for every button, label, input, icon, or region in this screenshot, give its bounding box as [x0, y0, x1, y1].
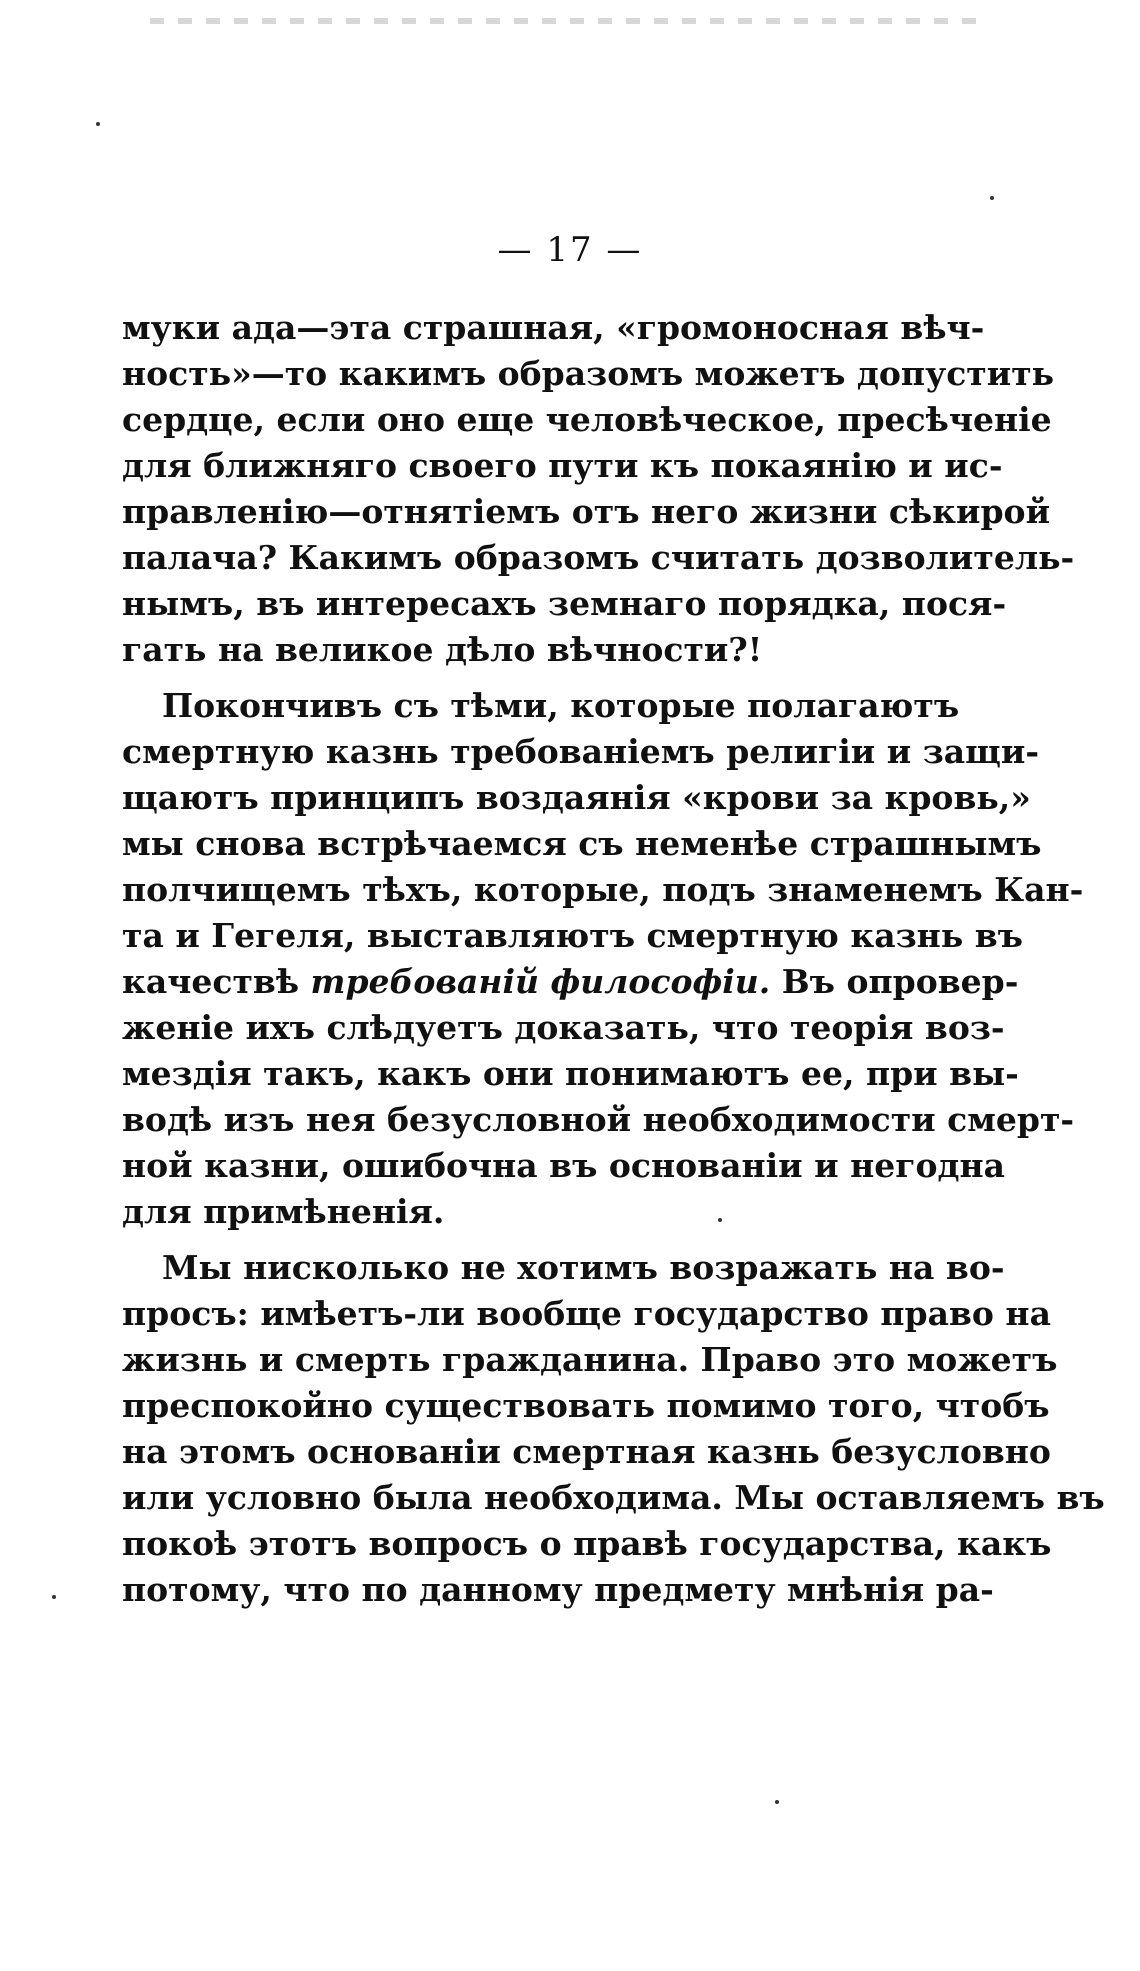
text-line: или условно была необходима. Мы оставляемъ въ [122, 1478, 1105, 1517]
text-line: правленію—отнятіемъ отъ него жизни сѣкирой [122, 492, 1051, 531]
body-text [122, 305, 1105, 1623]
text-line: водѣ изъ нея безусловной необходимости смерт- [122, 1100, 1075, 1139]
scan-speck [96, 122, 100, 126]
paragraph-3 [122, 1245, 1105, 1613]
text-line: преспокойно существовать помимо того, чтобъ [122, 1386, 1050, 1425]
text-line: для ближняго своего пути къ покаянію и ис- [122, 446, 1003, 485]
text-line: нымъ, въ интересахъ земнаго порядка, пося- [122, 584, 1007, 623]
scan-speck [990, 196, 994, 200]
text-line: на этомъ основаніи смертная казнь безусловно [122, 1432, 1051, 1471]
text-line: для примѣненія. [122, 1192, 445, 1231]
text-line: муки ада—эта страшная, «громоносная вѣч- [122, 308, 985, 347]
text-line-mixed [122, 959, 1019, 1005]
text-line: мездія такъ, какъ они понимаютъ ее, при вы- [122, 1054, 1019, 1093]
text-segment: качествѣ [122, 962, 311, 1001]
text-line: смертную казнь требованіемъ религіи и защи- [122, 732, 1040, 771]
text-line: мы снова встрѣчаемся съ неменѣе страшнымъ [122, 824, 1042, 863]
text-line: просъ: имѣетъ-ли вообще государство право на [122, 1294, 1051, 1333]
page-number: — 17 — [497, 230, 643, 270]
scan-speck [52, 1595, 56, 1599]
text-line: покоѣ этотъ вопросъ о правѣ государства, какъ [122, 1524, 1052, 1563]
text-line: сердце, если оно еще человѣческое, пресѣченіе [122, 400, 1052, 439]
text-line: Мы нисколько не хотимъ возражать на во- [162, 1248, 1005, 1287]
text-line: щаютъ принципъ воздаянія «крови за кровь,» [122, 778, 1031, 817]
text-line: женіе ихъ слѣдуетъ доказать, что теорія воз- [122, 1008, 1005, 1047]
scan-speck [775, 1800, 779, 1804]
paragraph-1 [122, 305, 1075, 673]
text-line: Покончивъ съ тѣми, которые полагаютъ [162, 686, 960, 725]
scan-header-noise [150, 18, 990, 24]
text-line: та и Гегеля, выставляютъ смертную казнь въ [122, 916, 1023, 955]
text-line: ность»—то какимъ образомъ можетъ допустить [122, 354, 1055, 393]
text-line: жизнь и смерть гражданина. Право это можетъ [122, 1340, 1058, 1379]
text-line: потому, что по данному предмету мнѣнія ра- [122, 1570, 994, 1609]
text-segment: Въ опровер- [770, 962, 1019, 1001]
text-line: ной казни, ошибочна въ основаніи и негодна [122, 1146, 1006, 1185]
text-line: полчищемъ тѣхъ, которые, подъ знаменемъ Кан- [122, 870, 1084, 909]
paragraph-2 [122, 683, 1084, 1235]
emphasized-text: требованій философіи. [310, 962, 771, 1001]
text-line: палача? Какимъ образомъ считать дозволитель- [122, 538, 1075, 577]
text-line: гать на великое дѣло вѣчности?! [122, 630, 763, 669]
